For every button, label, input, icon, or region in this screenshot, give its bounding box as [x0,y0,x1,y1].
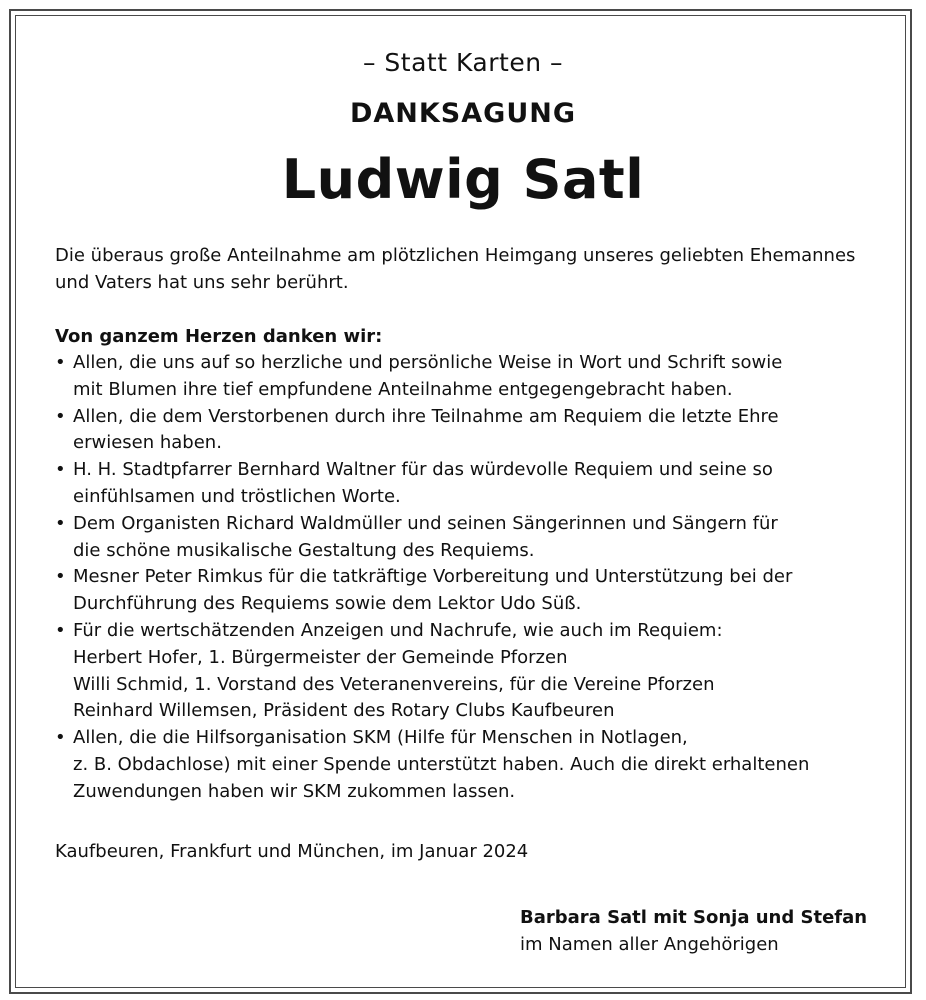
signature-names: Barbara Satl mit Sonja und Stefan [520,907,868,928]
thanks-list-item-line: erwiesen haben. [73,432,222,454]
thanks-list-item [55,350,885,404]
bullet-icon: • [55,405,66,427]
thanks-heading: Von ganzem Herzen danken wir: [55,326,383,347]
thanks-list-item-line: Dem Organisten Richard Waldmüller und seinen Sängerinnen und Sängern für [73,512,778,534]
place-and-date: Kaufbeuren, Frankfurt und München, im Januar 2024 [55,841,529,862]
thanks-list-item [55,457,885,511]
thanks-list-item [55,511,885,565]
thanks-list-item-line: Herbert Hofer, 1. Bürgermeister der Gemeinde Pforzen [73,646,568,668]
intro-line: Die überaus große Anteilnahme am plötzlichen Heimgang unseres geliebten Ehemannes [55,245,856,266]
thanks-list-item [55,564,885,618]
thanks-list-item-line: Für die wertschätzenden Anzeigen und Nachrufe, wie auch im Requiem: [73,619,723,641]
deceased-name: Ludwig Satl [281,148,645,211]
thanks-list-item-line: H. H. Stadtpfarrer Bernhard Waltner für das würdevolle Requiem und seine so [73,459,773,481]
thanks-list-item-line: einfühlsamen und tröstlichen Worte. [73,485,401,507]
thanks-list-item-line: z. B. Obdachlose) mit einer Spende unterstützt haben. Auch die direkt erhaltenen [73,753,810,775]
thanks-list-item-line: Zuwendungen haben wir SKM zukommen lassen. [73,780,516,802]
intro-line: und Vaters hat uns sehr berührt. [55,272,349,293]
bullet-icon: • [55,619,66,641]
bullet-icon: • [55,566,66,588]
bullet-icon: • [55,459,66,481]
thanks-list-item-line: Reinhard Willemsen, Präsident des Rotary Clubs Kaufbeuren [73,700,615,722]
signature-subline: im Namen aller Angehörigen [520,934,779,955]
thanks-list-item-line: Willi Schmid, 1. Vorstand des Veteranenvereins, für die Vereine Pforzen [73,673,715,695]
statt-karten-line: – Statt Karten – [362,48,564,77]
thanks-list-item-line: Mesner Peter Rimkus für die tatkräftige Vorbereitung und Unterstützung bei der [73,566,793,588]
thanks-list-item-line: die schöne musikalische Gestaltung des Requiems. [73,539,535,561]
thanks-list-item-line: Durchführung des Requiems sowie dem Lektor Udo Süß. [73,593,582,615]
bullet-icon: • [55,512,66,534]
bullet-icon: • [55,727,66,749]
thanks-list-item [55,404,885,458]
thanks-list-item-line: Allen, die uns auf so herzliche und persönliche Weise in Wort und Schrift sowie [73,352,783,373]
danksagung-heading: DANKSAGUNG [349,98,576,129]
bullet-icon: • [55,352,66,373]
intro-paragraph [55,242,885,296]
signature-block [520,904,867,958]
thanks-list [55,350,885,806]
thanks-list-item-line: mit Blumen ihre tief empfundene Anteilnahme entgegengebracht haben. [73,378,733,400]
thanks-list-item-line: Allen, die die Hilfsorganisation SKM (Hilfe für Menschen in Notlagen, [73,727,688,749]
thanks-list-item [55,618,885,725]
thanks-list-item-line: Allen, die dem Verstorbenen durch ihre Teilnahme am Requiem die letzte Ehre [73,405,779,427]
thanks-list-item [55,725,885,805]
